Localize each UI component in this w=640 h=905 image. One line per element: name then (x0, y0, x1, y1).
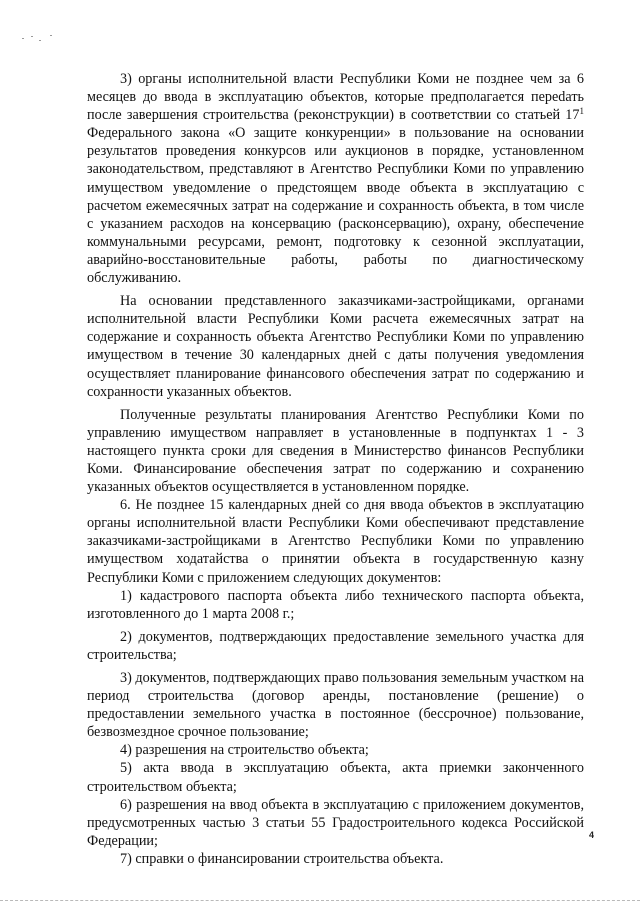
scan-specks (22, 34, 62, 44)
list-item-cadastral-passport: 1) кадастрового паспорта объекта либо технического паспорта объекта, изготовленного до 1 марта 2008 г.; (87, 587, 584, 622)
list-item-commissioning-act: 5) акта ввода в эксплуатацию объекта, акта приемки законченного строительством объекта; (87, 760, 584, 795)
list-item-commissioning-permit: 6) разрешения на ввод объекта в эксплуатацию с приложением документов, предусмотренных частью 3 статьи 55 Градостроительного кодекса Российской Федерации; (87, 796, 584, 849)
paragraph-planning-results: Полученные результаты планирования Агентство Республики Коми по управлению имуществом направляет в установленные в подпунктах 1 - 3 настоящего пункта сроки для сведения в Министерство финансов Республики Коми. Финансирование обеспечения затрат по содержанию и сохранению указанных объектов осуществляется в установленном порядке. (87, 406, 584, 496)
page-number: 4 (589, 830, 595, 840)
list-item-construction-permit: 4) разрешения на строительство объекта; (120, 742, 369, 759)
list-item-land-documents: 2) документов, подтверждающих предоставление земельного участка для строительства; (87, 628, 584, 663)
list-item-land-use-rights: 3) документов, подтверждающих право пользования земельным участком на период строительства (договор аренды, постановление (решение) о предоставлении земельного участка в постоянное (бессрочное) пользование, безвозмездное срочное пользование; (87, 670, 584, 741)
paragraph-item-3-notice: 3) органы исполнительной власти Республики Коми не позднее чем за 6 месяцев до ввода в эксплуатацию объектов, которые предполагается переdать после завершения строительства (реконструкции) в соответствии со статьей $17^1$ Федерального закона «О защите конкуренции» в пользование на основании результатов проведения конкурсов или аукционов в порядке, установленном законодательством, представляют в Агентство Республики Коми по управлению имуществом уведомление о предстоящем вводе объекта в эксплуатацию с расчетом ежемесячных затрат на содержание и сохранность объекта, в том числе с указанием расходов на консервацию (расконсервацию), охрану, обеспечение коммунальными ресурсами, ремонт, подготовку к сезонной эксплуатации, аварийно-восстановительные работы, работы по диагностическому обслуживанию. (87, 71, 584, 287)
document-body (87, 70, 584, 868)
paragraph-cost-planning: На основании представленного заказчиками-застройщиками, органами исполнительной власти Республики Коми расчета ежемесячных затрат на содержание и сохранность объекта Агентство Республики Коми по управлению имуществом в течение 30 календарных дней с даты получения уведомления осуществляет планирование финансового обеспечения затрат по содержанию и сохранности указанных объектов. (87, 293, 584, 400)
scan-edge-line (0, 900, 640, 902)
list-item-financing-certificate: 7) справки о финансировании строительства объекта. (120, 850, 444, 867)
paragraph-item-6: 6. Не позднее 15 календарных дней со дня ввода объектов в эксплуатацию органы исполнительной власти Республики Коми обеспечивают представление заказчиками-застройщиками в Агентство Республики Коми по управлению имуществом ходатайства о принятии объекта в государственную казну Республики Коми с приложением следующих документов: (87, 497, 584, 586)
article-superscript: 1 (579, 106, 584, 117)
